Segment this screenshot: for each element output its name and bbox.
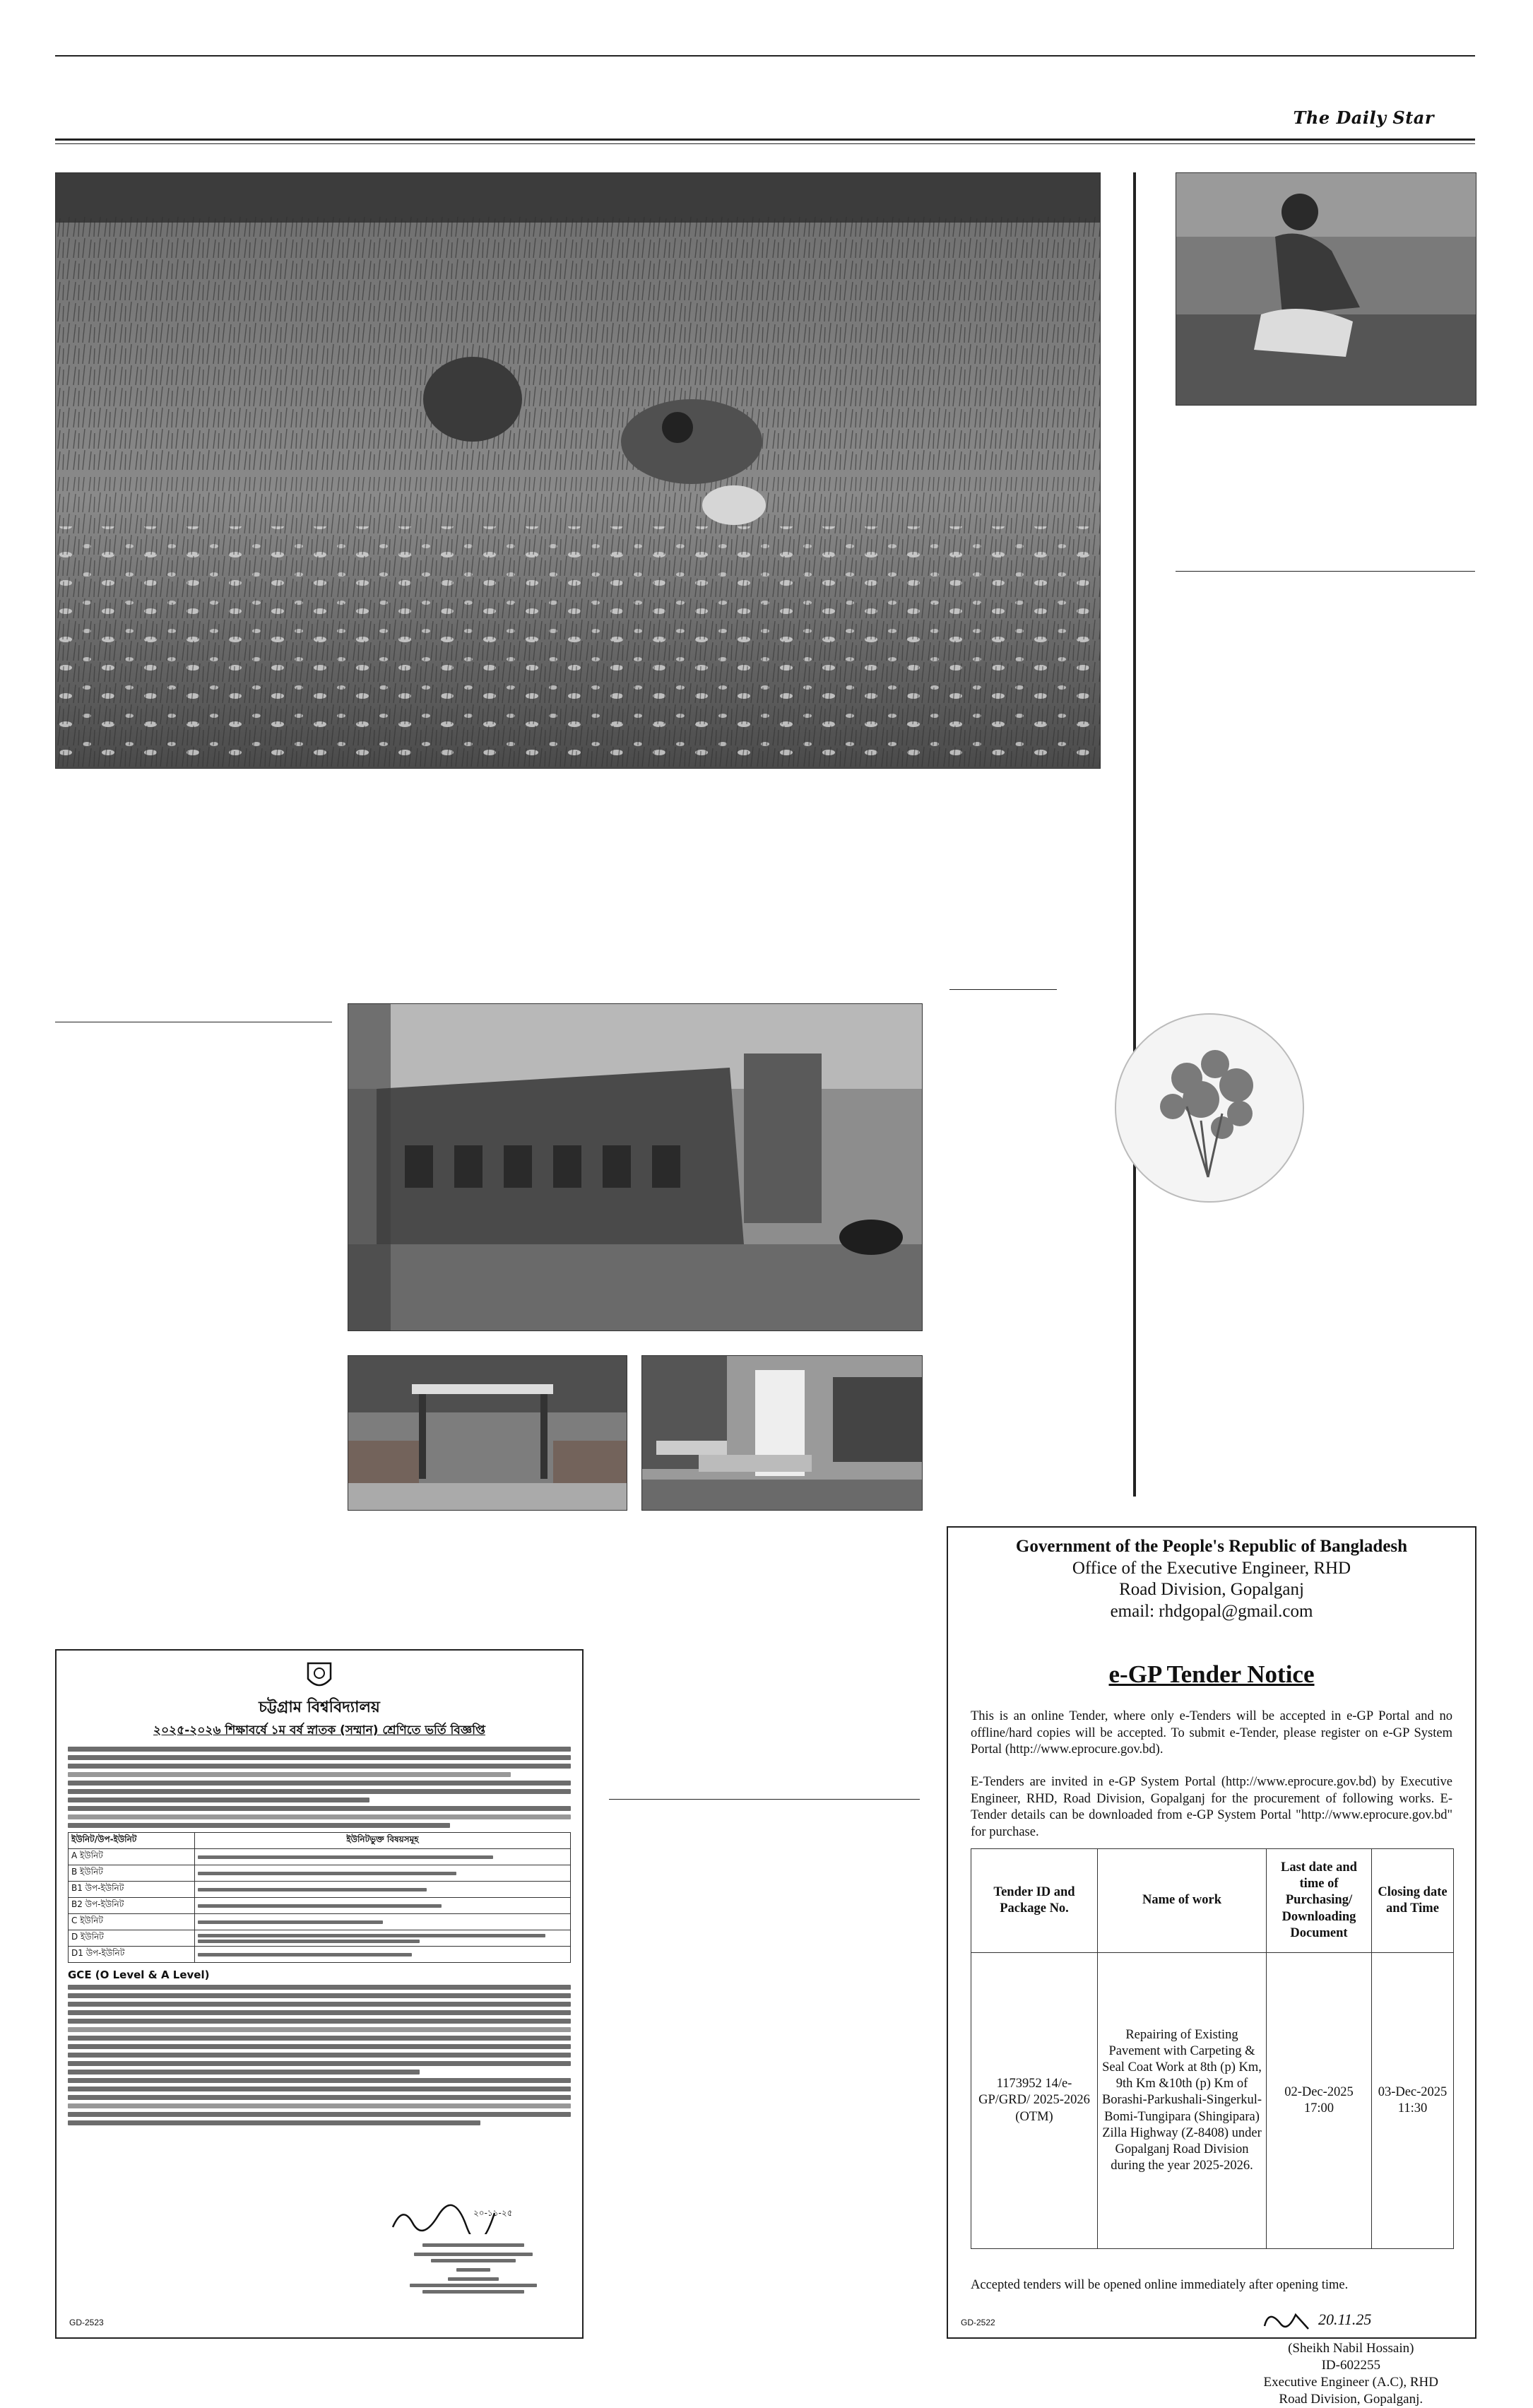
mid-short-rule <box>949 989 1057 990</box>
header-rule-thick <box>55 138 1475 141</box>
tender-table <box>971 1848 1454 2249</box>
gce-note: GCE (O Level & A Level) <box>68 1969 210 1981</box>
tender-notice <box>947 1526 1476 2407</box>
masthead-logo: The Daily Star <box>1293 107 1434 128</box>
tender-signature: 20.11.25 <box>1259 2305 1400 2333</box>
tender-id-cell: 1173952 14/e-GP/GRD/ 2025-2026 (OTM) <box>971 1953 1098 2249</box>
header-closing: Closing date and Time <box>1372 1849 1454 1953</box>
column-divider <box>1133 172 1136 1497</box>
paddy-field-women-photo <box>55 172 1101 769</box>
signer-id: ID-602255 <box>1321 2357 1380 2373</box>
header-purchase: Last date and time of Purchasing/ Downloading Document <box>1267 1849 1372 1953</box>
header-rule-thin <box>55 143 1475 144</box>
header-tender-id: Tender ID and Package No. <box>971 1849 1098 1953</box>
admission-heading: ২০২৫-২০২৬ শিক্ষাবর্ষে ১ম বর্ষ স্নাতক (সম্মান) শ্রেণিতে ভর্তি বিজ্ঞপ্তি <box>153 1723 485 1737</box>
unit-table: ইউনিট/উপ-ইউনিট ইউনিটভুক্ত বিষয়সমূহ A ইউনিট B ইউনিট B1 উপ-ইউনিট B2 উপ-ইউনিট C ইউনিট D ইউনিট D1 উপ-ইউনিট <box>68 1832 571 1963</box>
tender-org: Government of the People's Republic of Bangladesh <box>1015 1537 1408 1556</box>
tender-para-1: This is an online Tender, where only e-Tenders will be accepted in e-GP Portal and no offline/hard copies will be accepted. To submit e-Tender, please register on e-GP System Portal (http://www.eprocure.gov.bd). <box>971 1709 1452 1757</box>
signer-office: Road Division, Gopalganj. <box>1279 2391 1424 2407</box>
table-row <box>971 1953 1454 2249</box>
brick-building-photo <box>348 1003 923 1331</box>
tender-office: Office of the Executive Engineer, RHD <box>1072 1558 1351 1578</box>
mid-rule-2 <box>609 1799 920 1800</box>
tender-code: GD-2522 <box>961 2318 995 2327</box>
work-cell: Repairing of Existing Pavement with Carpeting & Seal Coat Work at 8th (p) Km, 9th Km &10th (p) Km of Borashi-Parkushali-Singerkul-Bomi-Tungipara (Shingipara) Zilla Highway (Z-8408) under Gopalganj Road Division during the year 2025-2026. <box>1098 1953 1267 2249</box>
farmer-field-photo <box>1176 172 1476 406</box>
gate-photo <box>348 1355 627 1511</box>
signer-title: Executive Engineer (A.C), RHD <box>1263 2374 1438 2390</box>
right-column-rule <box>1176 571 1475 572</box>
admission-code: GD-2523 <box>69 2318 104 2327</box>
top-rule <box>55 55 1475 57</box>
admission-notice <box>55 1649 584 2339</box>
university-name: চট্টগ্রাম বিশ্ববিদ্যালয় <box>259 1699 380 1716</box>
closing-cell: 03-Dec-2025 11:30 <box>1372 1953 1454 2249</box>
hospital-ward-photo <box>641 1355 923 1511</box>
tender-title: e-GP Tender Notice <box>1108 1660 1315 1688</box>
tender-footer: Accepted tenders will be opened online immediately after opening time. <box>971 2278 1349 2292</box>
university-logo <box>68 1660 571 1695</box>
tender-division: Road Division, Gopalganj <box>1119 1580 1304 1599</box>
tender-para-2: E-Tenders are invited in e-GP System Portal (http://www.eprocure.gov.bd) by Executive Engineer, RHD, Road Division, Gopalganj for the procurement of following works. E-Tender details can be downloaded from e-GP System Portal "http://www.eprocure.gov.bd" for purchase. <box>971 1775 1452 1840</box>
tender-email: email: rhdgopal@gmail.com <box>1110 1601 1313 1621</box>
admission-signature: ২০-১১-২৫ <box>389 2202 558 2296</box>
signer-name: (Sheikh Nabil Hossain) <box>1288 2341 1414 2356</box>
purchase-cell: 02-Dec-2025 17:00 <box>1267 1953 1372 2249</box>
coriander-illustration <box>1115 1013 1304 1203</box>
header-work: Name of work <box>1098 1849 1267 1953</box>
